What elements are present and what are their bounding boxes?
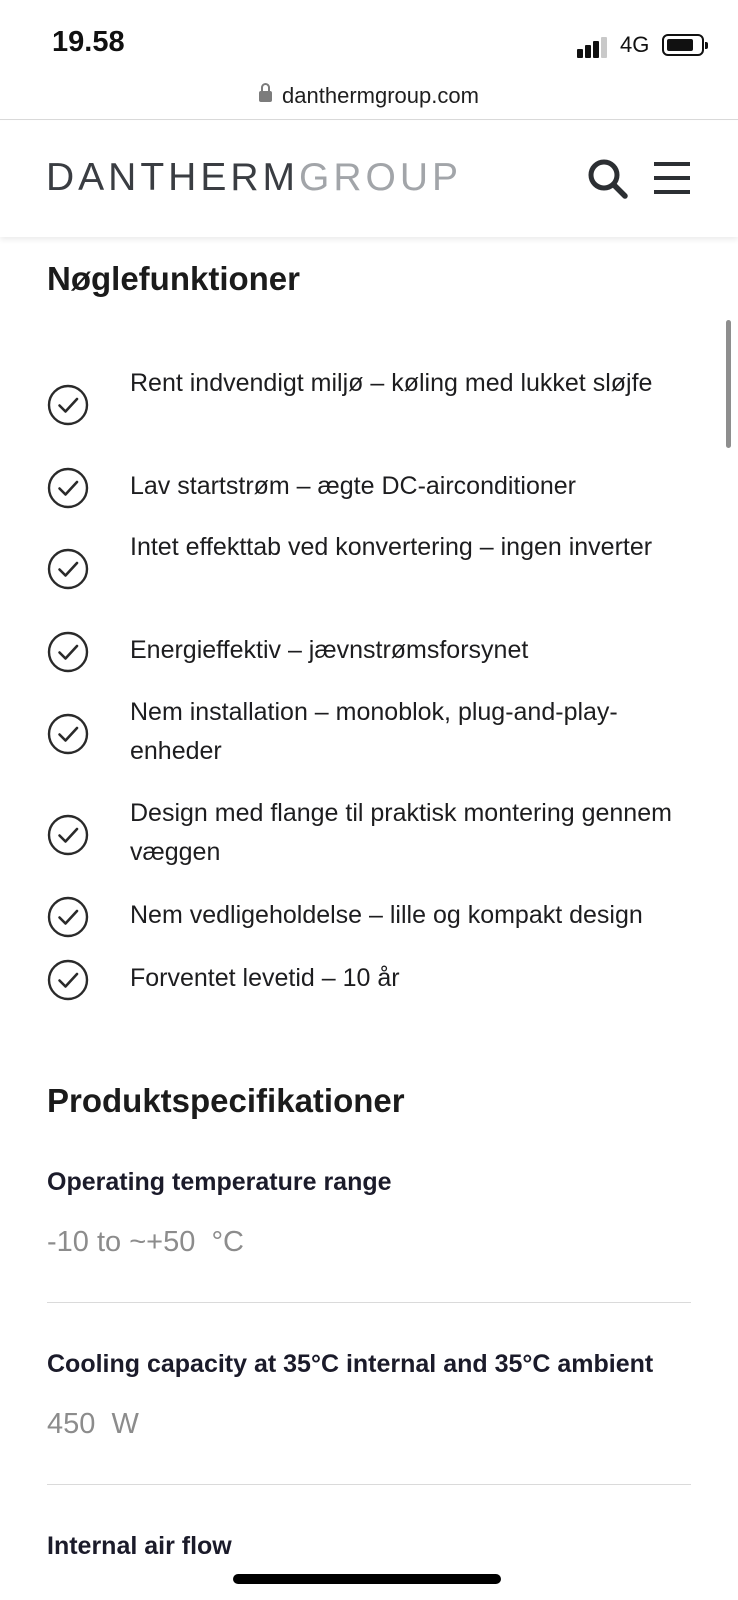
check-circle-icon (47, 631, 89, 673)
feature-text: Rent indvendigt miljø – køling med lukket sløjfe (130, 369, 653, 397)
feature-text: Nem vedligeholdelse – lille og kompakt design (130, 901, 643, 929)
network-label: 4G (620, 32, 650, 57)
home-indicator[interactable] (233, 1574, 501, 1584)
check-circle-icon (47, 713, 89, 755)
feature-text: Intet effekttab ved konvertering – ingen inverter (130, 533, 653, 561)
check-circle-icon (47, 959, 89, 1001)
specs-heading: Produktspecifikationer (47, 1082, 405, 1119)
site-header (0, 121, 738, 237)
divider (47, 1302, 691, 1303)
search-button[interactable] (586, 157, 630, 201)
url-text[interactable]: danthermgroup.com (282, 82, 479, 108)
check-circle-icon (47, 467, 89, 509)
menu-button[interactable] (652, 159, 692, 197)
spec-label: Cooling capacity at 35°C internal and 35°C ambient (47, 1350, 654, 1378)
dantherm-logo[interactable] (46, 156, 462, 200)
address-bar[interactable] (0, 72, 738, 120)
check-circle-icon (47, 384, 89, 426)
status-time: 19.58 (52, 26, 125, 58)
hamburger-menu-icon (652, 159, 692, 197)
features-heading: Nøglefunktioner (47, 260, 300, 297)
spec-value: -10 to ~+50 °C (47, 1226, 244, 1258)
battery-icon (662, 34, 704, 56)
check-circle-icon (47, 896, 89, 938)
divider (47, 1484, 691, 1485)
feature-text: Forventet levetid – 10 år (130, 964, 400, 992)
feature-text: Lav startstrøm – ægte DC-airconditioner (130, 472, 576, 500)
status-bar (0, 0, 738, 72)
feature-text: Design med flange til praktisk montering gennem væggen (130, 799, 672, 866)
check-circle-icon (47, 814, 89, 856)
feature-text: Nem installation – monoblok, plug-and-play-enheder (130, 698, 618, 765)
logo-text-group: GROUP (299, 156, 463, 199)
lock-icon (259, 89, 272, 104)
logo-text-dantherm: DANTHERM (46, 156, 299, 199)
search-icon (586, 157, 630, 201)
signal-bars-icon (577, 36, 613, 58)
spec-label: Operating temperature range (47, 1168, 392, 1196)
spec-label: Internal air flow (47, 1532, 232, 1560)
scroll-indicator[interactable] (726, 320, 731, 448)
check-circle-icon (47, 548, 89, 590)
spec-value: 450 W (47, 1408, 139, 1440)
feature-text: Energieffektiv – jævnstrømsforsynet (130, 636, 529, 664)
